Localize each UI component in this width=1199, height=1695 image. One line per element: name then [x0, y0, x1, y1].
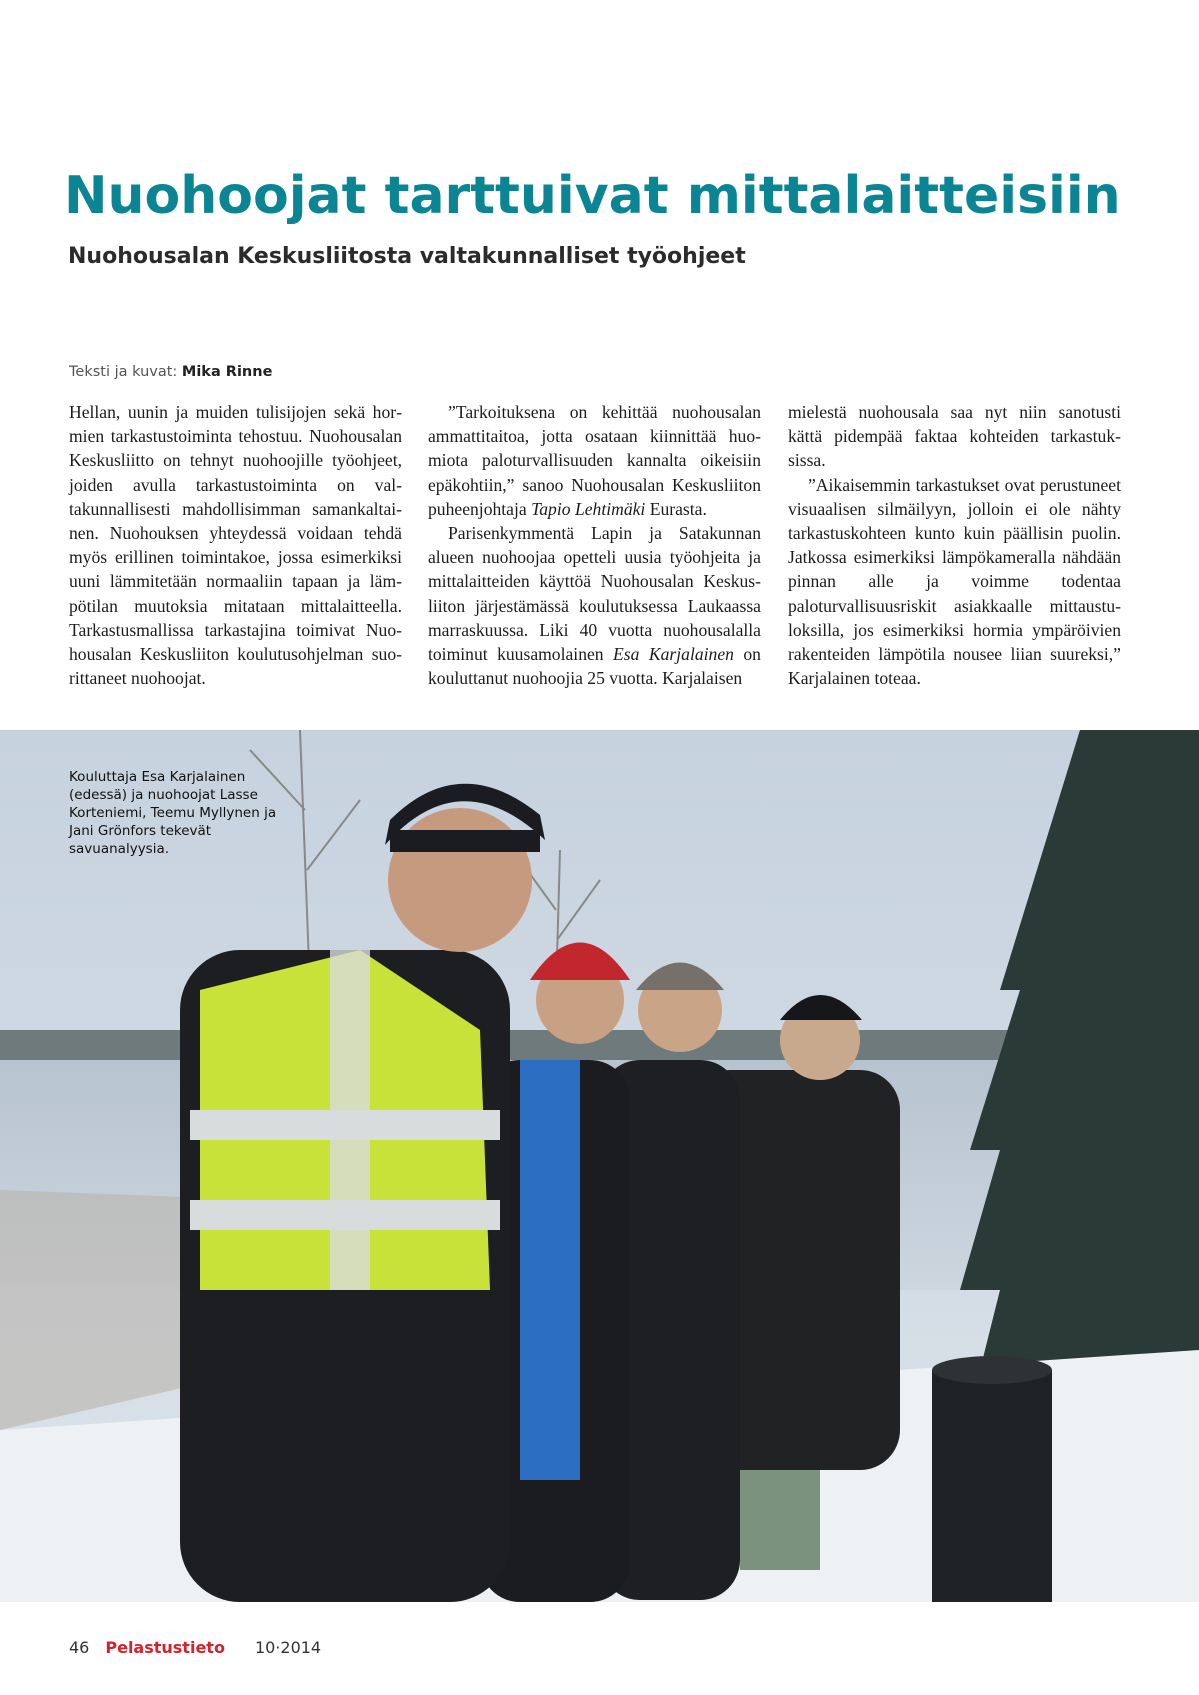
article-subtitle: Nuohousalan Keskusliitosta valtakunnalliset työohjeet	[68, 244, 746, 269]
byline	[69, 364, 272, 380]
magazine-name: Pelastustieto	[105, 1638, 225, 1657]
paragraph: mielestä nuohousala saa nyt niin sanotusti kättä pidempää faktaa kohteiden tarkastuksissa.	[788, 402, 1121, 471]
byline-label: Teksti ja kuvat:	[69, 364, 182, 380]
paragraph: ”Tarkoituksena on kehittää nuohousalan ammattitaitoa, jotta osataan kiinnittää huomiota paloturvallisuuden kannalta oikeisiin epäkohtiin,” sanoo Nuohousalan Keskusliiton puheenjohtaja Tapio Lehtimäki Eurasta.	[428, 402, 761, 519]
paragraph: ”Aikaisemmin tarkastukset ovat perustuneet visuaalisen silmäilyyn, jolloin ei ole nähty tarkastuskohteen kunto kuin päällisin puolin. Jatkossa esimerkiksi lämpökameralla nähdään pinnan alle ja voimme todentaa paloturvallisuusriskit asiakkaalle mittaustuloksilla, jos esimerkiksi hormia ympäröivien rakenteiden lämpötila nousee liian suureksi,” Karjalainen toteaa.	[788, 474, 1121, 689]
page-number: 46	[69, 1638, 90, 1657]
article-photo	[0, 730, 1199, 1602]
page-footer	[69, 1638, 321, 1657]
photo-caption: Kouluttaja Esa Karjalainen (edessä) ja nuohoojat Lasse Korteniemi, Teemu Myllynen ja Jani Grönfors tekevät savuanalyysia.	[69, 769, 277, 857]
text-column-1	[69, 400, 402, 690]
issue-number: 10·2014	[254, 1638, 322, 1657]
byline-author: Mika Rinne	[181, 364, 273, 380]
paragraph: Hellan, uunin ja muiden tulisijojen sekä hormien tarkastustoiminta tehostuu. Nuohousalan Keskusliitto on tehnyt nuohoojille työohjeet, joiden avulla tarkastustoiminta on valtakunnallisesti mahdollisimman samankaltainen. Nuohouksen yhteydessä voidaan tehdä myös erillinen toimintakoe, jossa esimerkiksi uuni lämmitetään normaaliin tapaan ja lämpötilan muutoksia mitataan mittalaitteella. Tarkastusmallissa tarkastajina toimivat Nuohousalan Keskusliiton koulutusohjelman suorittaneet nuohoojat.	[69, 402, 402, 689]
paragraph: Parisenkymmentä Lapin ja Satakunnan alueen nuohoojaa opetteli uusia työohjeita ja mittalaitteiden käyttöä Nuohousalan Keskusliiton järjestämässä koulutuksessa Laukaassa marraskuussa. Liki 40 vuotta nuohousalalla toiminut kuusamolainen Esa Karjalainen on kouluttanut nuohoojia 25 vuotta. Karjalaisen	[428, 523, 761, 689]
text-column-3	[788, 400, 1121, 690]
article-title: Nuohoojat tarttuivat mittalaitteisiin	[64, 166, 1121, 226]
text-column-2	[428, 400, 761, 690]
